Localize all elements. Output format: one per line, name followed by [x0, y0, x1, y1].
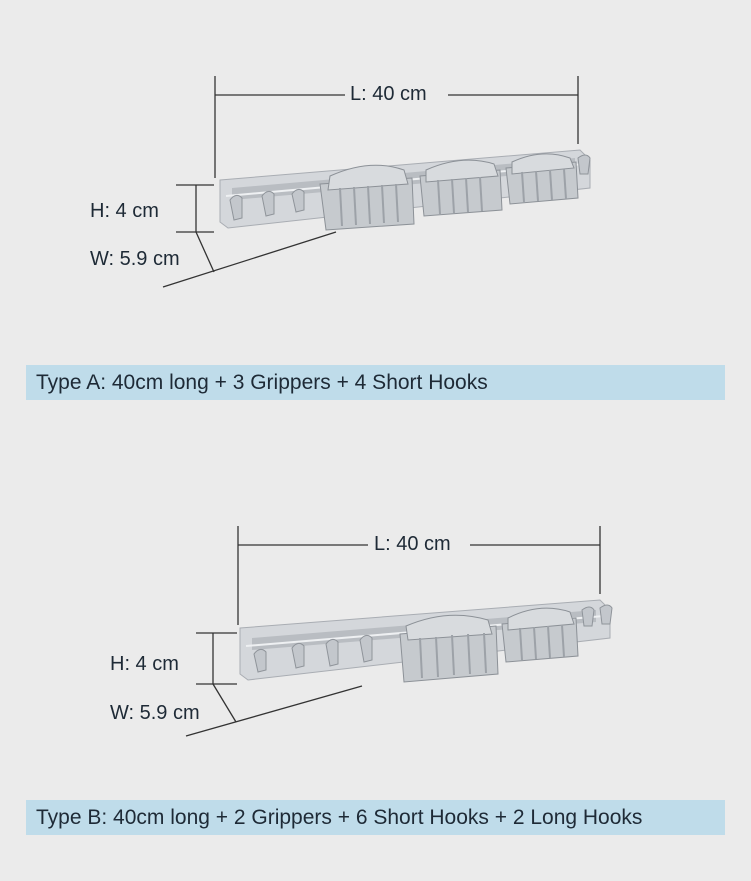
- length-label: L: 40 cm: [350, 83, 427, 105]
- type-a-product-figure: [0, 0, 751, 360]
- type-a-gripper-2: [420, 160, 502, 216]
- width-label: W: 5.9 cm: [90, 248, 180, 270]
- type-a-gripper-1: [320, 165, 414, 230]
- height-label: H: 4 cm: [90, 200, 159, 222]
- type-a-gripper-3: [506, 154, 578, 204]
- type-a-grippers: [320, 154, 578, 230]
- type-a-panel: [0, 0, 751, 440]
- type-b-panel: [0, 440, 751, 881]
- type-a-caption: Type A: 40cm long + 3 Grippers + 4 Short Hooks: [26, 365, 725, 400]
- type-b-gripper-1: [400, 615, 498, 682]
- type-b-caption: Type B: 40cm long + 2 Grippers + 6 Short Hooks + 2 Long Hooks: [26, 800, 725, 835]
- height-label: H: 4 cm: [110, 653, 179, 675]
- length-label: L: 40 cm: [374, 533, 451, 555]
- type-b-gripper-2: [502, 608, 578, 662]
- width-label: W: 5.9 cm: [110, 702, 200, 724]
